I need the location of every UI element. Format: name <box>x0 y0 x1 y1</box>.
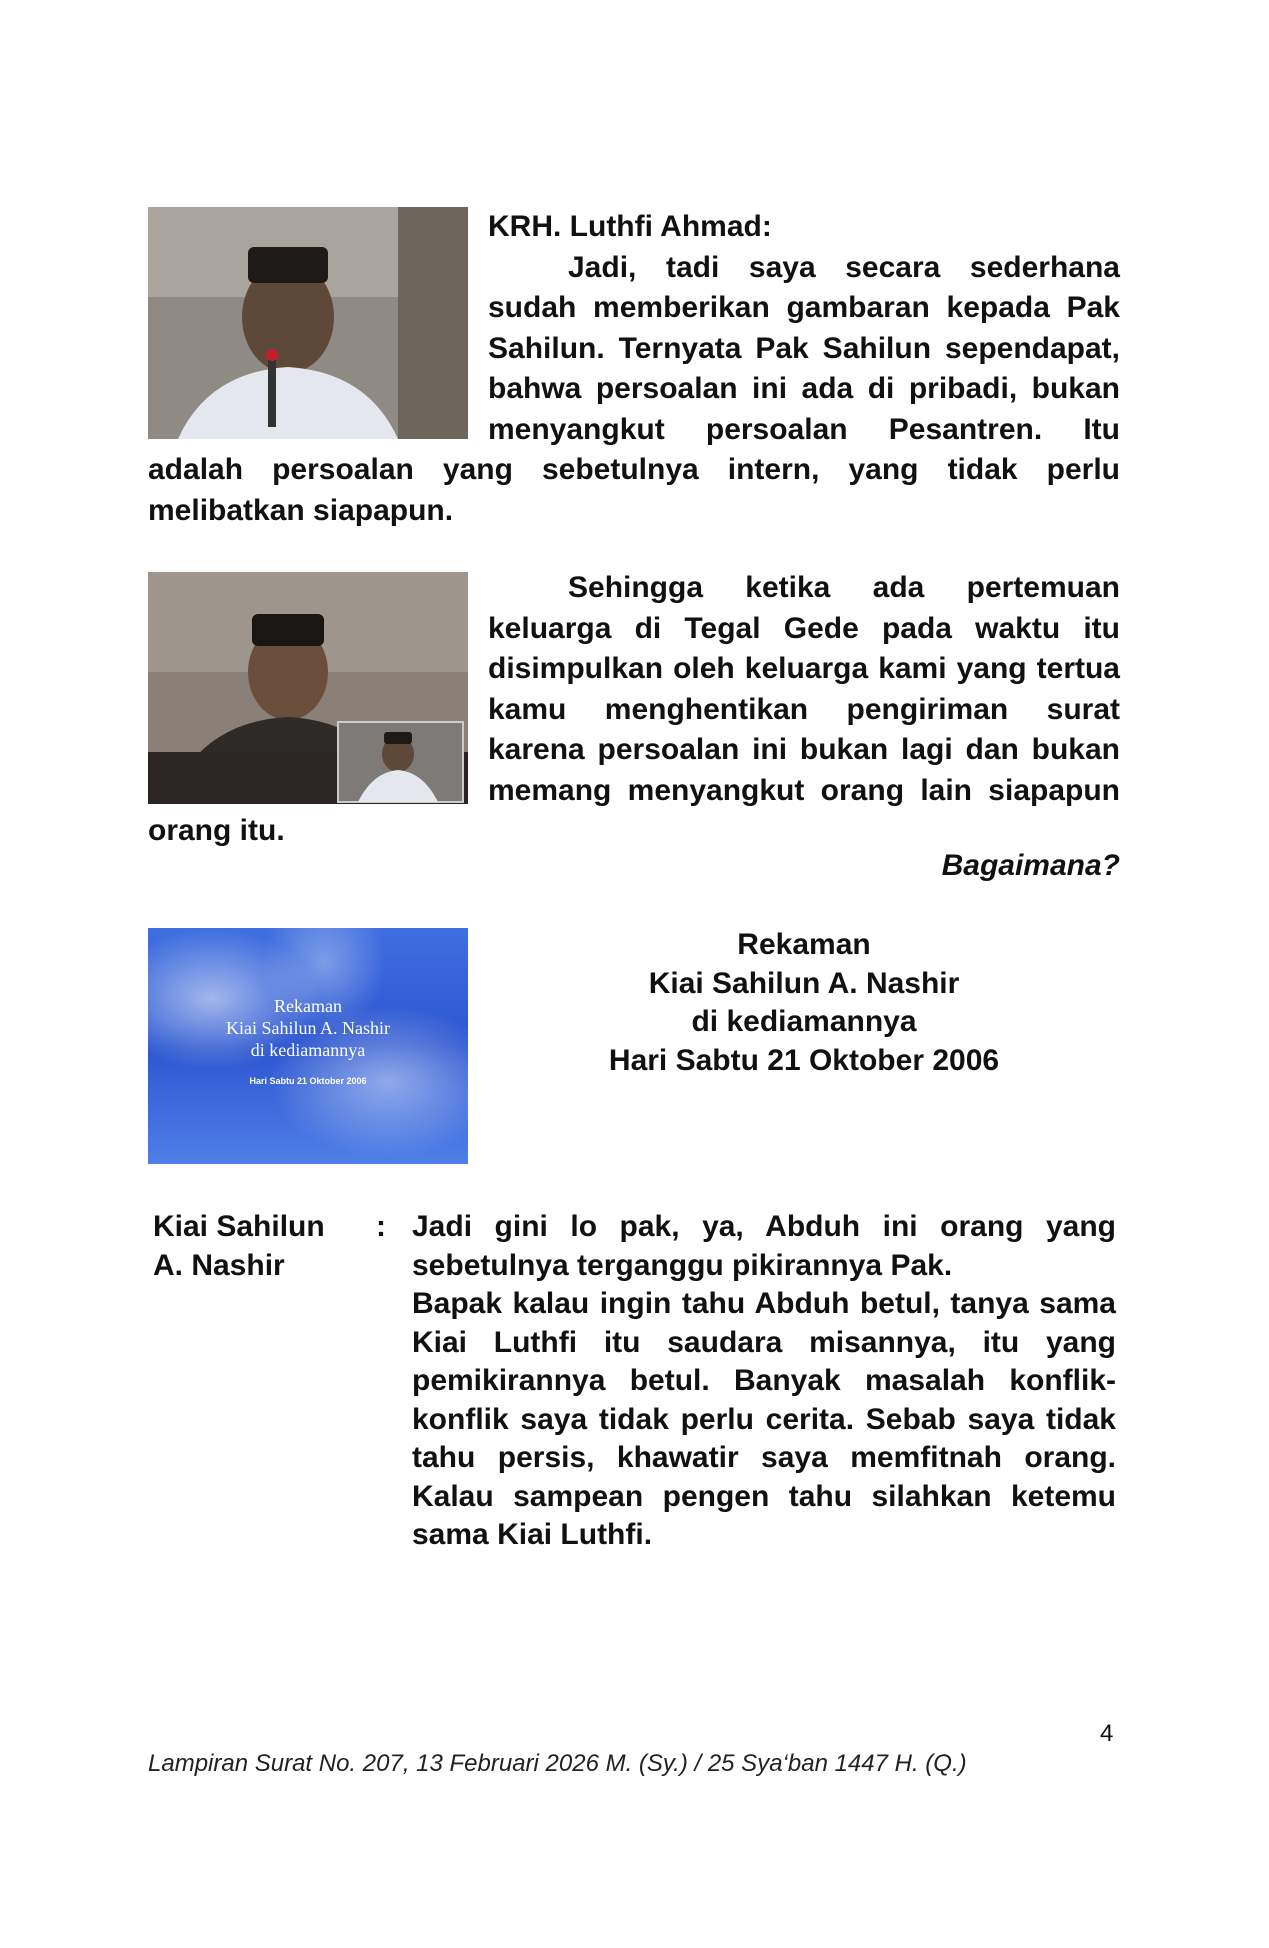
recording-title-line-2: Kiai Sahilun A. Nashir <box>648 966 960 1000</box>
footer-reference: Lampiran Surat No. 207, 13 Februari 2026 M. (Sy.) / 25 Sya‘ban 1447 H. (Q.) <box>148 1750 967 1777</box>
slide-line-3: di kediamannya <box>250 1040 366 1060</box>
speaker-photo-2 <box>148 572 468 804</box>
recording-title-line-3: di kediamannya <box>691 1005 917 1038</box>
statement-paragraph-1: Jadi, tadi saya secara sederhana sudah memberikan gambaran kepada Pak Sahilun. Ternyata Pak Sahilun sependapat, bahwa persoalan ini ada di pribadi, bukan menyangkut persoalan Pesantren. Itu adalah persoalan yang sebetulnya intern, yang tidak perlu melibatkan siapapun. <box>148 250 1120 527</box>
dialogue-colon: : <box>376 1210 386 1243</box>
speaker-heading: KRH. Luthfi Ahmad: <box>488 210 772 243</box>
speaker-name-line-1: Kiai Sahilun <box>153 1210 325 1243</box>
dialogue-speaker <box>153 1208 373 1285</box>
speaker-name-line-2: A. Nashir <box>153 1248 285 1282</box>
slide-line-2: Kiai Sahilun A. Nashir <box>226 1018 390 1038</box>
statement-block-2 <box>148 568 1120 852</box>
recording-title-slide <box>148 928 468 1164</box>
speech-paragraph-2: Bapak kalau ingin tahu Abduh betul, tanya sama Kiai Luthfi itu saudara misannya, itu yang pemikirannya betul. Banyak masalah konflik-konflik saya tidak perlu cerita. Sebab saya tidak tahu persis, khawatir saya memfitnah orang. Kalau sampean pengen tahu silahkan ketemu sama Kiai Luthfi. <box>412 1287 1116 1551</box>
page-number: 4 <box>1100 1720 1114 1747</box>
closing-question: Bagaimana? <box>941 849 1120 882</box>
recording-title <box>468 926 1140 1080</box>
recording-title-line-4: Hari Sabtu 21 Oktober 2006 <box>608 1043 1000 1077</box>
slide-line-1: Rekaman <box>274 996 342 1016</box>
slide-line-4: Hari Sabtu 21 Oktober 2006 <box>249 1076 367 1086</box>
statement-paragraph-2: Sehingga ketika ada pertemuan keluarga di Tegal Gede pada waktu itu disimpulkan oleh keluarga kami yang tertua kamu menghentikan pengiriman surat karena persoalan ini bukan lagi dan bukan memang menyangkut orang lain siapapun orang itu. <box>148 571 1120 847</box>
dialogue-speech <box>412 1208 1116 1555</box>
speaker-photo-1 <box>148 207 468 439</box>
speech-paragraph-1: Jadi gini lo pak, ya, Abduh ini orang yang sebetulnya terganggu pikirannya Pak. <box>412 1210 1116 1282</box>
recording-title-line-1: Rekaman <box>737 928 871 961</box>
statement-block-1 <box>148 207 1120 531</box>
